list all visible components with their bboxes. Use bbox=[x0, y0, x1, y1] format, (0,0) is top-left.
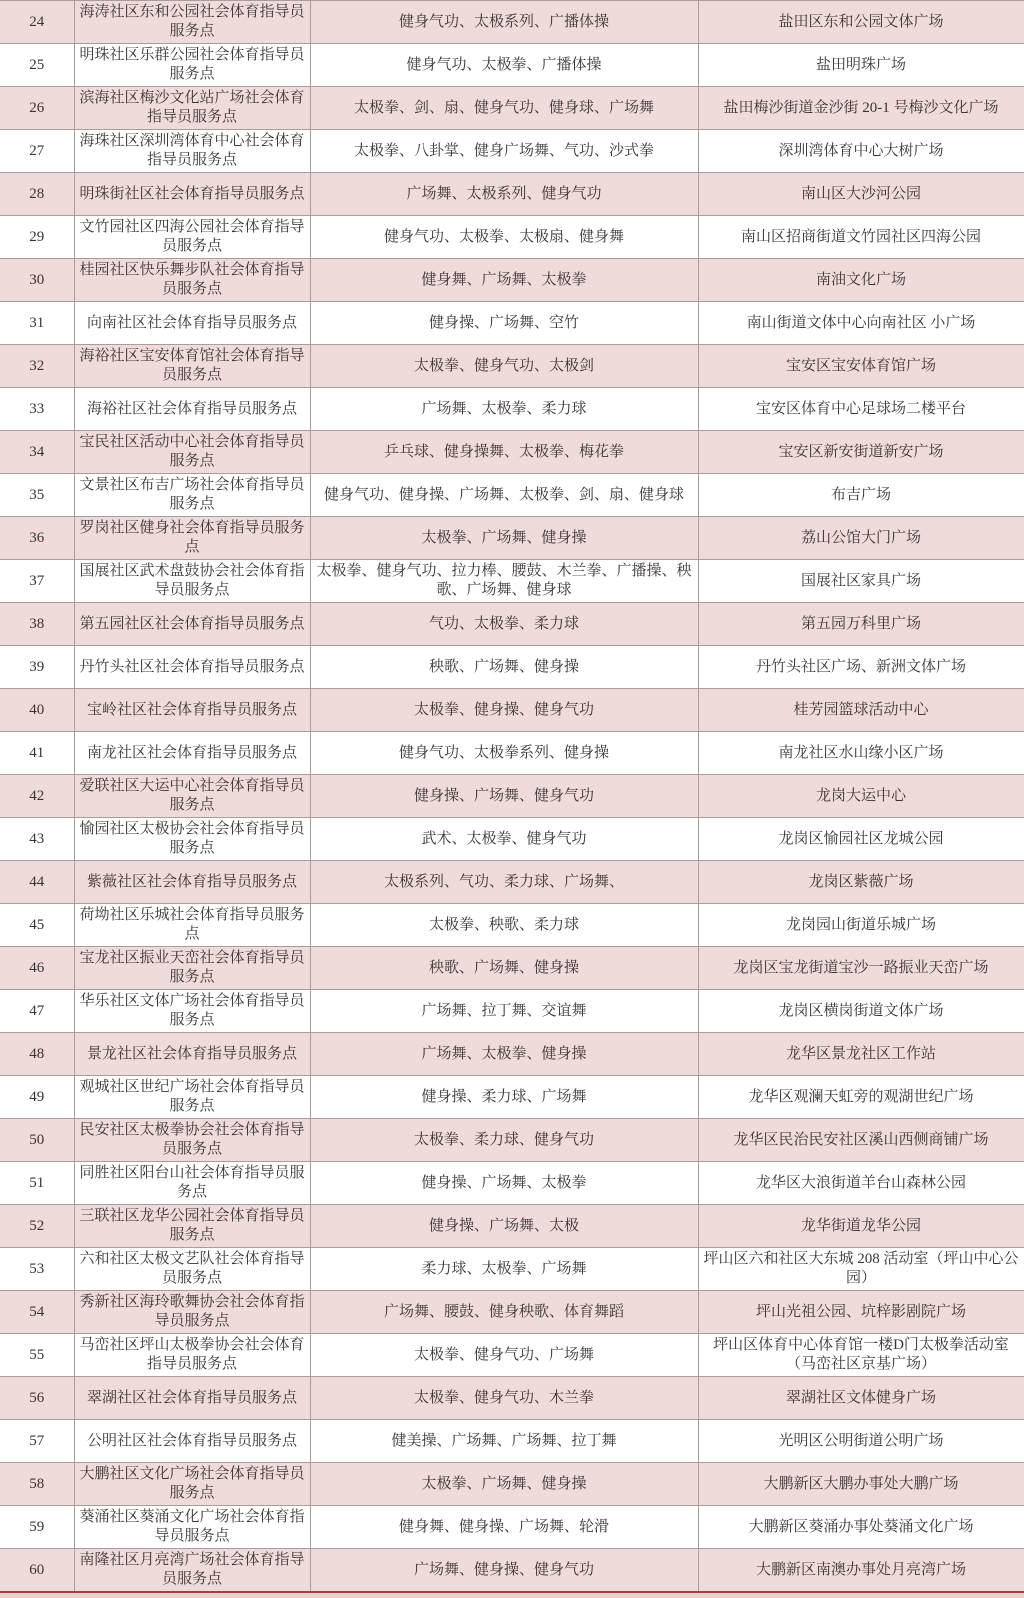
row-number-cell: 55 bbox=[0, 1334, 74, 1377]
service-point-name-cell: 桂园社区快乐舞步队社会体育指导员服务点 bbox=[74, 259, 310, 302]
activities-cell: 健身操、广场舞、太极拳 bbox=[310, 1162, 698, 1205]
service-point-name-cell: 宝龙社区振业天峦社会体育指导员服务点 bbox=[74, 947, 310, 990]
service-point-name-cell: 第五园社区社会体育指导员服务点 bbox=[74, 603, 310, 646]
table-row bbox=[0, 1506, 1024, 1549]
row-number-cell: 33 bbox=[0, 388, 74, 431]
row-number-cell: 49 bbox=[0, 1076, 74, 1119]
service-point-name-cell: 明珠街社区社会体育指导员服务点 bbox=[74, 173, 310, 216]
location-cell: 龙华区观澜天虹旁的观湖世纪广场 bbox=[698, 1076, 1024, 1119]
row-number-cell: 42 bbox=[0, 775, 74, 818]
location-cell: 龙华街道龙华公园 bbox=[698, 1205, 1024, 1248]
activities-cell: 健美操、广场舞、广场舞、拉丁舞 bbox=[310, 1420, 698, 1463]
service-point-name-cell: 民安社区太极拳协会社会体育指导员服务点 bbox=[74, 1119, 310, 1162]
table-row bbox=[0, 1377, 1024, 1420]
location-cell: 盐田梅沙街道金沙街 20-1 号梅沙文化广场 bbox=[698, 87, 1024, 130]
row-number-cell: 56 bbox=[0, 1377, 74, 1420]
location-cell: 第五园万科里广场 bbox=[698, 603, 1024, 646]
location-cell: 深圳湾体育中心大树广场 bbox=[698, 130, 1024, 173]
table-row bbox=[0, 1162, 1024, 1205]
service-point-name-cell: 愉园社区太极协会社会体育指导员服务点 bbox=[74, 818, 310, 861]
table-row bbox=[0, 1334, 1024, 1377]
activities-cell: 太极拳、健身气功、拉力棒、腰鼓、木兰拳、广播操、秧歌、广场舞、健身球 bbox=[310, 560, 698, 603]
activities-cell: 健身气功、太极拳、广播体操 bbox=[310, 44, 698, 87]
location-cell: 龙岗园山街道乐城广场 bbox=[698, 904, 1024, 947]
row-number-cell: 41 bbox=[0, 732, 74, 775]
location-cell: 龙华区景龙社区工作站 bbox=[698, 1033, 1024, 1076]
table-row bbox=[0, 646, 1024, 689]
row-number-cell: 40 bbox=[0, 689, 74, 732]
activities-cell: 广场舞、拉丁舞、交谊舞 bbox=[310, 990, 698, 1033]
location-cell: 坪山光祖公园、坑梓影剧院广场 bbox=[698, 1291, 1024, 1334]
service-point-name-cell: 南隆社区月亮湾广场社会体育指导员服务点 bbox=[74, 1549, 310, 1593]
location-cell: 南山区招商街道文竹园社区四海公园 bbox=[698, 216, 1024, 259]
activities-cell: 健身操、广场舞、太极 bbox=[310, 1205, 698, 1248]
row-number-cell: 28 bbox=[0, 173, 74, 216]
row-number-cell: 38 bbox=[0, 603, 74, 646]
activities-cell: 秧歌、广场舞、健身操 bbox=[310, 646, 698, 689]
location-cell: 盐田明珠广场 bbox=[698, 44, 1024, 87]
table-row bbox=[0, 130, 1024, 173]
table-row bbox=[0, 1076, 1024, 1119]
row-number-cell: 57 bbox=[0, 1420, 74, 1463]
location-cell: 宝安区宝安体育馆广场 bbox=[698, 345, 1024, 388]
table-row bbox=[0, 947, 1024, 990]
table-row bbox=[0, 1248, 1024, 1291]
table-row bbox=[0, 1119, 1024, 1162]
service-point-name-cell: 大鹏社区文化广场社会体育指导员服务点 bbox=[74, 1463, 310, 1506]
table-row bbox=[0, 1463, 1024, 1506]
table-row bbox=[0, 775, 1024, 818]
table-row bbox=[0, 302, 1024, 345]
service-point-name-cell: 同胜社区阳台山社会体育指导员服务点 bbox=[74, 1162, 310, 1205]
row-number-cell: 44 bbox=[0, 861, 74, 904]
service-point-name-cell: 海裕社区社会体育指导员服务点 bbox=[74, 388, 310, 431]
location-cell: 桂芳园篮球活动中心 bbox=[698, 689, 1024, 732]
table-row bbox=[0, 345, 1024, 388]
activities-cell: 健身操、柔力球、广场舞 bbox=[310, 1076, 698, 1119]
service-point-name-cell: 葵涌社区葵涌文化广场社会体育指导员服务点 bbox=[74, 1506, 310, 1549]
service-point-name-cell: 国展社区武术盘鼓协会社会体育指导员服务点 bbox=[74, 560, 310, 603]
location-cell: 丹竹头社区广场、新洲文体广场 bbox=[698, 646, 1024, 689]
row-number-cell: 32 bbox=[0, 345, 74, 388]
activities-cell: 太极拳、健身气功、广场舞 bbox=[310, 1334, 698, 1377]
location-cell: 宝安区新安街道新安广场 bbox=[698, 431, 1024, 474]
row-number-cell: 29 bbox=[0, 216, 74, 259]
location-cell: 坪山区六和社区大东城 208 活动室（坪山中心公园） bbox=[698, 1248, 1024, 1291]
service-point-name-cell: 翠湖社区社会体育指导员服务点 bbox=[74, 1377, 310, 1420]
row-number-cell: 36 bbox=[0, 517, 74, 560]
service-point-name-cell: 宝岭社区社会体育指导员服务点 bbox=[74, 689, 310, 732]
row-number-cell: 31 bbox=[0, 302, 74, 345]
service-point-name-cell: 海裕社区宝安体育馆社会体育指导员服务点 bbox=[74, 345, 310, 388]
service-point-name-cell: 六和社区太极文艺队社会体育指导员服务点 bbox=[74, 1248, 310, 1291]
activities-cell: 太极拳、健身气功、太极剑 bbox=[310, 345, 698, 388]
activities-cell: 太极拳、柔力球、健身气功 bbox=[310, 1119, 698, 1162]
service-point-name-cell: 宝民社区活动中心社会体育指导员服务点 bbox=[74, 431, 310, 474]
activities-cell: 健身气功、太极拳系列、健身操 bbox=[310, 732, 698, 775]
service-point-name-cell: 文景社区布吉广场社会体育指导员服务点 bbox=[74, 474, 310, 517]
location-cell: 龙岗区愉园社区龙城公园 bbox=[698, 818, 1024, 861]
activities-cell: 秧歌、广场舞、健身操 bbox=[310, 947, 698, 990]
location-cell: 南山街道文体中心向南社区 小广场 bbox=[698, 302, 1024, 345]
location-cell: 南山区大沙河公园 bbox=[698, 173, 1024, 216]
table-row bbox=[0, 861, 1024, 904]
location-cell: 国展社区家具广场 bbox=[698, 560, 1024, 603]
activities-cell: 广场舞、健身操、健身气功 bbox=[310, 1549, 698, 1593]
table-row bbox=[0, 87, 1024, 130]
activities-cell: 健身气功、太极拳、太极扇、健身舞 bbox=[310, 216, 698, 259]
location-cell: 南油文化广场 bbox=[698, 259, 1024, 302]
activities-cell: 太极拳、八卦掌、健身广场舞、气功、沙式拳 bbox=[310, 130, 698, 173]
location-cell: 龙岗区横岗街道文体广场 bbox=[698, 990, 1024, 1033]
table-row bbox=[0, 259, 1024, 302]
location-cell: 坪山区体育中心体育馆一楼D门太极拳活动室（马峦社区京基广场） bbox=[698, 1334, 1024, 1377]
service-point-name-cell: 海珠社区深圳湾体育中心社会体育指导员服务点 bbox=[74, 130, 310, 173]
service-point-name-cell: 观城社区世纪广场社会体育指导员服务点 bbox=[74, 1076, 310, 1119]
row-number-cell: 59 bbox=[0, 1506, 74, 1549]
location-cell: 宝安区体育中心足球场二楼平台 bbox=[698, 388, 1024, 431]
table-row bbox=[0, 1, 1024, 44]
row-number-cell: 50 bbox=[0, 1119, 74, 1162]
location-cell: 龙岗区紫薇广场 bbox=[698, 861, 1024, 904]
location-cell: 荔山公馆大门广场 bbox=[698, 517, 1024, 560]
activities-cell: 广场舞、太极系列、健身气功 bbox=[310, 173, 698, 216]
service-point-name-cell: 公明社区社会体育指导员服务点 bbox=[74, 1420, 310, 1463]
location-cell: 龙华区大浪街道羊台山森林公园 bbox=[698, 1162, 1024, 1205]
location-cell: 光明区公明街道公明广场 bbox=[698, 1420, 1024, 1463]
row-number-cell: 34 bbox=[0, 431, 74, 474]
table-row bbox=[0, 818, 1024, 861]
row-number-cell: 51 bbox=[0, 1162, 74, 1205]
activities-cell: 健身操、广场舞、健身气功 bbox=[310, 775, 698, 818]
service-point-name-cell: 马峦社区坪山太极拳协会社会体育指导员服务点 bbox=[74, 1334, 310, 1377]
service-point-name-cell: 明珠社区乐群公园社会体育指导员服务点 bbox=[74, 44, 310, 87]
table-row bbox=[0, 1291, 1024, 1334]
row-number-cell: 46 bbox=[0, 947, 74, 990]
service-point-name-cell: 丹竹头社区社会体育指导员服务点 bbox=[74, 646, 310, 689]
activities-cell: 太极拳、健身操、健身气功 bbox=[310, 689, 698, 732]
activities-cell: 广场舞、腰鼓、健身秧歌、体育舞蹈 bbox=[310, 1291, 698, 1334]
table-row bbox=[0, 1420, 1024, 1463]
service-point-name-cell: 罗岗社区健身社会体育指导员服务点 bbox=[74, 517, 310, 560]
row-number-cell: 37 bbox=[0, 560, 74, 603]
table-row bbox=[0, 431, 1024, 474]
location-cell: 龙岗大运中心 bbox=[698, 775, 1024, 818]
activities-cell: 健身操、广场舞、空竹 bbox=[310, 302, 698, 345]
row-number-cell: 52 bbox=[0, 1205, 74, 1248]
service-point-name-cell: 景龙社区社会体育指导员服务点 bbox=[74, 1033, 310, 1076]
activities-cell: 太极系列、气功、柔力球、广场舞、 bbox=[310, 861, 698, 904]
row-number-cell: 60 bbox=[0, 1549, 74, 1593]
location-cell: 大鹏新区葵涌办事处葵涌文化广场 bbox=[698, 1506, 1024, 1549]
table-row bbox=[0, 689, 1024, 732]
activities-cell: 健身气功、太极系列、广播体操 bbox=[310, 1, 698, 44]
row-number-cell: 58 bbox=[0, 1463, 74, 1506]
location-cell: 龙华区民治民安社区溪山西侧商铺广场 bbox=[698, 1119, 1024, 1162]
row-number-cell: 24 bbox=[0, 1, 74, 44]
table-row bbox=[0, 216, 1024, 259]
service-point-name-cell: 秀新社区海玲歌舞协会社会体育指导员服务点 bbox=[74, 1291, 310, 1334]
table-row bbox=[0, 388, 1024, 431]
service-point-name-cell: 向南社区社会体育指导员服务点 bbox=[74, 302, 310, 345]
activities-cell: 太极拳、剑、扇、健身气功、健身球、广场舞 bbox=[310, 87, 698, 130]
activities-cell: 气功、太极拳、柔力球 bbox=[310, 603, 698, 646]
table-row bbox=[0, 990, 1024, 1033]
table-row bbox=[0, 1549, 1024, 1593]
service-point-name-cell: 爱联社区大运中心社会体育指导员服务点 bbox=[74, 775, 310, 818]
activities-cell: 武术、太极拳、健身气功 bbox=[310, 818, 698, 861]
row-number-cell: 45 bbox=[0, 904, 74, 947]
location-cell: 大鹏新区大鹏办事处大鹏广场 bbox=[698, 1463, 1024, 1506]
table-row bbox=[0, 173, 1024, 216]
table-row bbox=[0, 560, 1024, 603]
activities-cell: 健身气功、健身操、广场舞、太极拳、剑、扇、健身球 bbox=[310, 474, 698, 517]
row-number-cell: 48 bbox=[0, 1033, 74, 1076]
table-row bbox=[0, 1033, 1024, 1076]
row-number-cell: 26 bbox=[0, 87, 74, 130]
table-row bbox=[0, 44, 1024, 87]
activities-cell: 乒乓球、健身操舞、太极拳、梅花拳 bbox=[310, 431, 698, 474]
activities-cell: 太极拳、广场舞、健身操 bbox=[310, 517, 698, 560]
activities-cell: 广场舞、太极拳、柔力球 bbox=[310, 388, 698, 431]
service-point-name-cell: 紫薇社区社会体育指导员服务点 bbox=[74, 861, 310, 904]
activities-cell: 太极拳、健身气功、木兰拳 bbox=[310, 1377, 698, 1420]
service-point-name-cell: 文竹园社区四海公园社会体育指导员服务点 bbox=[74, 216, 310, 259]
row-number-cell: 27 bbox=[0, 130, 74, 173]
table-row bbox=[0, 603, 1024, 646]
table-row bbox=[0, 517, 1024, 560]
table-row bbox=[0, 904, 1024, 947]
row-number-cell: 54 bbox=[0, 1291, 74, 1334]
row-number-cell: 39 bbox=[0, 646, 74, 689]
location-cell: 布吉广场 bbox=[698, 474, 1024, 517]
table-row bbox=[0, 1205, 1024, 1248]
row-number-cell: 43 bbox=[0, 818, 74, 861]
row-number-cell: 25 bbox=[0, 44, 74, 87]
row-number-cell: 47 bbox=[0, 990, 74, 1033]
activities-cell: 太极拳、秧歌、柔力球 bbox=[310, 904, 698, 947]
location-cell: 龙岗区宝龙街道宝沙一路振业天峦广场 bbox=[698, 947, 1024, 990]
table-row bbox=[0, 732, 1024, 775]
service-point-name-cell: 华乐社区文体广场社会体育指导员服务点 bbox=[74, 990, 310, 1033]
location-cell: 翠湖社区文体健身广场 bbox=[698, 1377, 1024, 1420]
activities-cell: 广场舞、太极拳、健身操 bbox=[310, 1033, 698, 1076]
activities-cell: 柔力球、太极拳、广场舞 bbox=[310, 1248, 698, 1291]
activities-cell: 太极拳、广场舞、健身操 bbox=[310, 1463, 698, 1506]
service-point-name-cell: 南龙社区社会体育指导员服务点 bbox=[74, 732, 310, 775]
service-point-name-cell: 滨海社区梅沙文化站广场社会体育指导员服务点 bbox=[74, 87, 310, 130]
table-row bbox=[0, 474, 1024, 517]
activities-cell: 健身舞、广场舞、太极拳 bbox=[310, 259, 698, 302]
row-number-cell: 53 bbox=[0, 1248, 74, 1291]
row-number-cell: 35 bbox=[0, 474, 74, 517]
row-number-cell: 30 bbox=[0, 259, 74, 302]
location-cell: 南龙社区水山缘小区广场 bbox=[698, 732, 1024, 775]
activities-cell: 健身舞、健身操、广场舞、轮滑 bbox=[310, 1506, 698, 1549]
service-point-name-cell: 荷坳社区乐城社会体育指导员服务点 bbox=[74, 904, 310, 947]
service-point-name-cell: 海涛社区东和公园社会体育指导员服务点 bbox=[74, 1, 310, 44]
service-point-name-cell: 三联社区龙华公园社会体育指导员服务点 bbox=[74, 1205, 310, 1248]
next-row-sliver bbox=[0, 1593, 1024, 1598]
location-cell: 盐田区东和公园文体广场 bbox=[698, 1, 1024, 44]
location-cell: 大鹏新区南澳办事处月亮湾广场 bbox=[698, 1549, 1024, 1593]
